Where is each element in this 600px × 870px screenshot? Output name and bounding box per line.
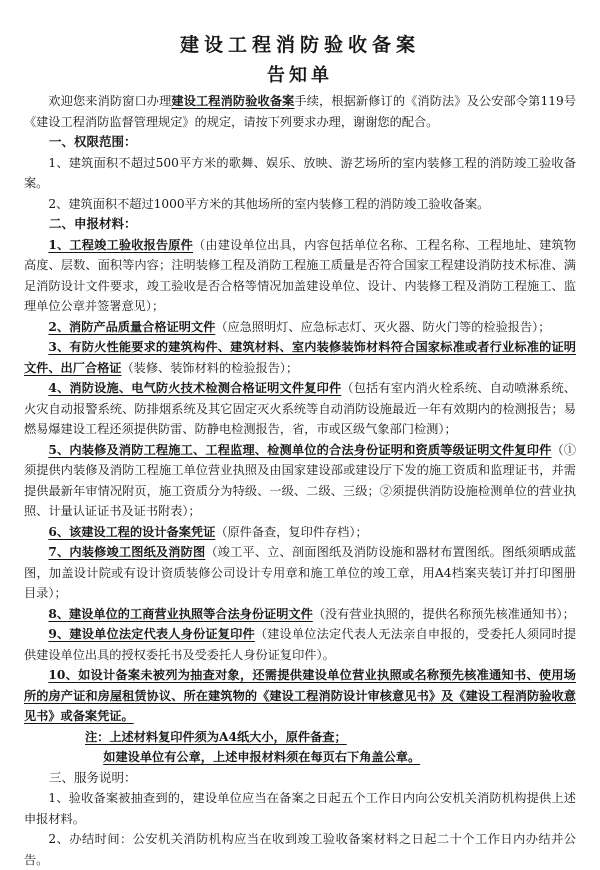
material-2-title: 2、消防产品质量合格证明文件 bbox=[48, 319, 216, 334]
materials-note-1 bbox=[24, 727, 576, 748]
material-4-title: 4、消防设施、电气防火技术检测合格证明文件复印件 bbox=[48, 381, 342, 395]
material-item-10 bbox=[24, 665, 576, 727]
material-item-8 bbox=[24, 604, 576, 625]
section-1-item-1: 1、建筑面积不超过500平方米的歌舞、娱乐、放映、游艺场所的室内装修工程的消防竣工验收备案。 bbox=[24, 155, 576, 190]
material-1-detail: （由建设单位出具，内容包括单位名称、工程名称、工程地址、建筑物高度、层数、面积等内容；注明装修工程及消防工程施工质量是否符合国家工程建设消防技术标准、满足消防设计文件要求，竣工验收是否合格等情况加盖建设单位、设计、内装修工程及消防工程施工、监理单位公章并签署意见）； bbox=[24, 237, 577, 313]
section-1-heading: 一、权限范围： bbox=[49, 134, 137, 149]
section-3-item-2: 2、办结时间：公安机关消防机构应当在收到竣工验收备案材料之日起二十个工作日内办结并公告。 bbox=[24, 832, 576, 867]
material-2-detail: （应急照明灯、应急标志灯、灭火器、防火门等的检验报告）； bbox=[215, 319, 551, 334]
intro-paragraph bbox=[24, 91, 576, 132]
material-9-detail: （建设单位法定代表人无法亲自申报的，受委托人须同时提供建设单位出具的授权委托书及受委托人身份证复印件）。 bbox=[24, 627, 577, 662]
intro-emphasis: 建设工程消防验收备案 bbox=[171, 94, 295, 108]
material-item-1 bbox=[24, 235, 576, 317]
material-item-4 bbox=[24, 378, 576, 440]
material-5-title: 5、内装修及消防工程施工、工程监理、检测单位的合法身份证明和资质等级证明文件复印件 bbox=[48, 442, 552, 457]
intro-text-rest: 手续，根据新修订的《消防法》及公安部令第119号《建设工程消防监督管理规定》的规定，请按下列要求办理，谢谢您的配合。 bbox=[24, 94, 577, 129]
note-2-text: 如建设单位有公章，上述申报材料须在每页右下角盖公章。 bbox=[103, 750, 421, 764]
intro-text: 欢迎您来消防窗口办理 bbox=[48, 94, 172, 108]
material-5-detail: （①须提供内装修及消防工程施工单位营业执照及由国家建设部或建设厅下发的施工资质和监理证书，并需提供最新年审情况附页，施工资质分为特级、一级、二级、三级；②须提供消防设施检测单位的营业执照、计量认证证书及证书附表）； bbox=[24, 442, 577, 518]
section-3-heading: 三、服务说明： bbox=[49, 769, 137, 785]
material-6-title: 6、该建设工程的设计备案凭证 bbox=[48, 524, 216, 539]
material-8-detail: （没有营业执照的，提供名称预先核准通知书）； bbox=[312, 606, 575, 621]
section-1-item-2: 2、建筑面积不超过1000平方米的其他场所的室内装修工程的消防竣工验收备案。 bbox=[48, 196, 490, 211]
material-7-detail: （竣工平、立、剖面图纸及消防设施和器材布置图纸。图纸须晒成蓝图，加盖设计院或有设计资质装修公司设计专用章和施工单位的竣工章，用A4档案夹装订并打印图册目录）； bbox=[24, 545, 577, 600]
document-title: 建设工程消防验收备案 bbox=[179, 34, 420, 56]
material-item-9 bbox=[24, 624, 576, 665]
material-3-detail: （装修、装饰材料的检验报告）； bbox=[121, 360, 299, 375]
material-8-title: 8、建设单位的工商营业执照等合法身份证明文件 bbox=[48, 606, 313, 621]
material-item-5 bbox=[24, 440, 576, 522]
materials-note-2 bbox=[24, 747, 576, 768]
section-3-item-1: 1、验收备案被抽查到的，建设单位应当在备案之日起五个工作日内向公安机关消防机构提供上述申报材料。 bbox=[24, 791, 576, 826]
section-2-heading: 二、申报材料： bbox=[49, 216, 137, 231]
material-9-title: 9、建设单位法定代表人身份证复印件 bbox=[48, 627, 255, 641]
material-6-detail: （原件备查，复印件存档）； bbox=[215, 524, 368, 539]
document-subtitle: 告知单 bbox=[267, 65, 333, 86]
material-item-7 bbox=[24, 542, 576, 604]
material-4-detail: （包括有室内消火栓系统、自动喷淋系统、火灾自动报警系统、防排烟系统及其它固定灭火系统等自动消防设施最近一年有效期内的检测报告；易燃易爆建设工程还须提供防雷、防静电检测报告，省，市或区级气象部门检测）； bbox=[24, 381, 576, 436]
material-3-title: 3、有防火性能要求的建筑构件、建筑材料、室内装修装饰材料符合国家标准或者行业标准的证明文件、出厂合格证 bbox=[24, 340, 576, 375]
material-item-2 bbox=[24, 317, 576, 338]
material-10-text: 10、如设计备案未被列为抽查对象，还需提供建设单位营业执照或名称预先核准通知书、使用场所的房产证和房屋租赁协议、所在建筑物的《建设工程消防设计审核意见书》及《建设工程消防验收意见书》或备案凭证。 bbox=[24, 668, 576, 723]
material-7-title: 7、内装修竣工图纸及消防图 bbox=[48, 545, 206, 559]
material-1-title: 1、工程竣工验收报告原件 bbox=[48, 237, 194, 252]
material-item-6 bbox=[24, 522, 576, 543]
note-1-text: 注：上述材料复印件须为A4纸大小，原件备查； bbox=[85, 729, 347, 744]
material-item-3 bbox=[24, 337, 576, 378]
